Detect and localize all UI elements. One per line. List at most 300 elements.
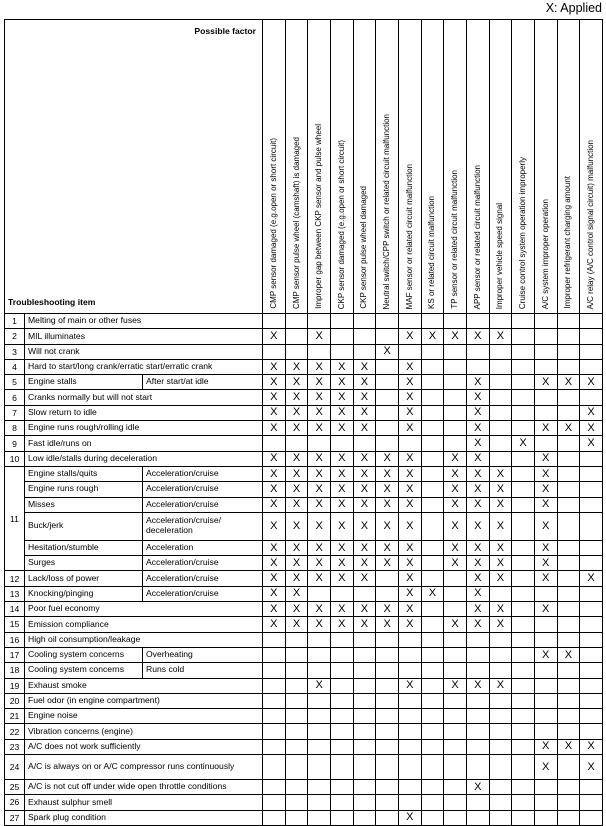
empty-cell xyxy=(444,421,467,436)
empty-cell xyxy=(376,375,399,390)
empty-cell xyxy=(489,314,512,329)
applied-mark: X xyxy=(534,512,557,540)
empty-cell xyxy=(557,709,580,724)
condition-cell: Acceleration/cruise/ deceleration xyxy=(143,512,263,540)
table-row xyxy=(5,739,603,754)
empty-cell xyxy=(489,755,512,780)
applied-mark: X xyxy=(330,571,353,586)
empty-cell xyxy=(376,421,399,436)
empty-cell xyxy=(580,329,603,344)
empty-cell xyxy=(580,586,603,601)
empty-cell xyxy=(330,329,353,344)
empty-cell xyxy=(285,709,308,724)
empty-cell xyxy=(444,780,467,795)
empty-cell xyxy=(308,693,331,708)
applied-mark: X xyxy=(263,602,286,617)
empty-cell xyxy=(489,451,512,466)
empty-cell xyxy=(512,810,535,825)
row-number: 13 xyxy=(5,586,25,601)
empty-cell xyxy=(489,810,512,825)
applied-mark: X xyxy=(330,359,353,374)
table-row xyxy=(5,405,603,420)
empty-cell xyxy=(489,647,512,662)
applied-mark: X xyxy=(353,405,376,420)
empty-cell xyxy=(466,359,489,374)
item-cell: A/C is not cut off under wide open throttle conditions xyxy=(25,780,263,795)
factor-label: APP sensor or related circuit malfunction xyxy=(472,164,482,309)
empty-cell xyxy=(557,810,580,825)
applied-mark: X xyxy=(285,512,308,540)
applied-mark: X xyxy=(466,586,489,601)
item-cell: MIL illuminates xyxy=(25,329,263,344)
applied-mark: X xyxy=(308,556,331,571)
applied-mark: X xyxy=(263,390,286,405)
empty-cell xyxy=(421,482,444,497)
empty-cell xyxy=(263,314,286,329)
item-cell: Melting of main or other fuses xyxy=(25,314,263,329)
empty-cell xyxy=(421,632,444,647)
factor-header xyxy=(557,20,580,314)
table-row xyxy=(5,586,603,601)
applied-mark: X xyxy=(308,375,331,390)
applied-mark: X xyxy=(466,617,489,632)
empty-cell xyxy=(285,724,308,739)
applied-mark: X xyxy=(330,497,353,512)
empty-cell xyxy=(557,678,580,693)
empty-cell xyxy=(421,755,444,780)
empty-cell xyxy=(444,359,467,374)
empty-cell xyxy=(353,795,376,810)
empty-cell xyxy=(263,795,286,810)
empty-cell xyxy=(512,314,535,329)
applied-mark: X xyxy=(444,497,467,512)
empty-cell xyxy=(489,586,512,601)
row-number: 22 xyxy=(5,724,25,739)
applied-mark: X xyxy=(263,497,286,512)
applied-mark: X xyxy=(308,451,331,466)
factor-header xyxy=(353,20,376,314)
empty-cell xyxy=(353,647,376,662)
empty-cell xyxy=(557,571,580,586)
troubleshooting-table xyxy=(4,19,603,826)
empty-cell xyxy=(580,540,603,555)
applied-mark: X xyxy=(466,436,489,451)
empty-cell xyxy=(512,586,535,601)
applied-mark: X xyxy=(466,780,489,795)
empty-cell xyxy=(353,693,376,708)
item-cell: Hesitation/stumble xyxy=(25,540,143,555)
item-cell: Misses xyxy=(25,497,143,512)
table-row xyxy=(5,497,603,512)
empty-cell xyxy=(353,586,376,601)
applied-mark: X xyxy=(489,556,512,571)
empty-cell xyxy=(421,540,444,555)
empty-cell xyxy=(512,556,535,571)
empty-cell xyxy=(489,344,512,359)
empty-cell xyxy=(580,663,603,678)
table-row xyxy=(5,375,603,390)
applied-mark: X xyxy=(398,359,421,374)
empty-cell xyxy=(466,344,489,359)
empty-cell xyxy=(285,647,308,662)
factor-label: Neutral switch/CPP switch or related circuit malfunction xyxy=(382,113,392,309)
empty-cell xyxy=(376,405,399,420)
empty-cell xyxy=(421,647,444,662)
applied-mark: X xyxy=(285,482,308,497)
empty-cell xyxy=(421,390,444,405)
empty-cell xyxy=(534,359,557,374)
factor-label: Cruise control system operation improperly xyxy=(518,156,528,309)
empty-cell xyxy=(263,755,286,780)
empty-cell xyxy=(308,647,331,662)
applied-mark: X xyxy=(330,602,353,617)
empty-cell xyxy=(398,314,421,329)
table-row xyxy=(5,451,603,466)
applied-mark: X xyxy=(398,571,421,586)
empty-cell xyxy=(489,390,512,405)
empty-cell xyxy=(534,436,557,451)
applied-mark: X xyxy=(512,436,535,451)
applied-mark: X xyxy=(285,390,308,405)
empty-cell xyxy=(557,359,580,374)
empty-cell xyxy=(421,436,444,451)
empty-cell xyxy=(421,375,444,390)
empty-cell xyxy=(512,755,535,780)
row-number: 12 xyxy=(5,571,25,586)
empty-cell xyxy=(512,405,535,420)
empty-cell xyxy=(534,405,557,420)
empty-cell xyxy=(444,571,467,586)
applied-mark: X xyxy=(285,466,308,481)
table-row xyxy=(5,421,603,436)
empty-cell xyxy=(534,632,557,647)
item-cell: Vibration concerns (engine) xyxy=(25,724,263,739)
empty-cell xyxy=(557,795,580,810)
empty-cell xyxy=(489,436,512,451)
empty-cell xyxy=(466,724,489,739)
empty-cell xyxy=(557,512,580,540)
empty-cell xyxy=(263,647,286,662)
empty-cell xyxy=(353,314,376,329)
factor-label: CMP sensor pulse wheel (camshaft) is damaged xyxy=(291,137,301,309)
empty-cell xyxy=(330,344,353,359)
empty-cell xyxy=(534,329,557,344)
corner-header xyxy=(5,20,263,314)
empty-cell xyxy=(285,755,308,780)
row-number: 16 xyxy=(5,632,25,647)
item-cell: Hard to start/long crank/erratic start/erratic crank xyxy=(25,359,263,374)
applied-mark: X xyxy=(376,540,399,555)
condition-cell: Acceleration/cruise xyxy=(143,556,263,571)
empty-cell xyxy=(353,739,376,754)
factor-label: KS or related circuit malfunction xyxy=(427,196,437,309)
condition-cell: Acceleration/cruise xyxy=(143,571,263,586)
empty-cell xyxy=(557,405,580,420)
applied-mark: X xyxy=(285,571,308,586)
empty-cell xyxy=(580,795,603,810)
empty-cell xyxy=(330,632,353,647)
applied-mark: X xyxy=(376,602,399,617)
applied-mark: X xyxy=(444,540,467,555)
applied-mark: X xyxy=(489,617,512,632)
applied-mark: X xyxy=(466,602,489,617)
empty-cell xyxy=(398,632,421,647)
applied-mark: X xyxy=(580,739,603,754)
applied-mark: X xyxy=(285,556,308,571)
applied-mark: X xyxy=(534,451,557,466)
table-row xyxy=(5,693,603,708)
row-number: 25 xyxy=(5,780,25,795)
empty-cell xyxy=(512,571,535,586)
empty-cell xyxy=(376,678,399,693)
applied-mark: X xyxy=(263,359,286,374)
item-cell: Knocking/pinging xyxy=(25,586,143,601)
empty-cell xyxy=(444,405,467,420)
empty-cell xyxy=(376,571,399,586)
applied-mark: X xyxy=(489,482,512,497)
condition-cell: Acceleration/cruise xyxy=(143,586,263,601)
table-row xyxy=(5,663,603,678)
table-row xyxy=(5,359,603,374)
empty-cell xyxy=(557,436,580,451)
empty-cell xyxy=(512,795,535,810)
empty-cell xyxy=(376,647,399,662)
empty-cell xyxy=(444,693,467,708)
empty-cell xyxy=(444,602,467,617)
empty-cell xyxy=(580,359,603,374)
empty-cell xyxy=(263,678,286,693)
item-cell: Engine runs rough/rolling idle xyxy=(25,421,263,436)
empty-cell xyxy=(466,739,489,754)
table-row xyxy=(5,344,603,359)
applied-mark: X xyxy=(466,466,489,481)
applied-mark: X xyxy=(263,571,286,586)
empty-cell xyxy=(557,390,580,405)
empty-cell xyxy=(534,663,557,678)
empty-cell xyxy=(534,678,557,693)
empty-cell xyxy=(376,359,399,374)
applied-mark: X xyxy=(580,755,603,780)
empty-cell xyxy=(285,678,308,693)
factor-header xyxy=(489,20,512,314)
applied-mark: X xyxy=(466,571,489,586)
empty-cell xyxy=(512,359,535,374)
applied-mark: X xyxy=(376,482,399,497)
applied-mark: X xyxy=(534,602,557,617)
empty-cell xyxy=(534,693,557,708)
applied-mark: X xyxy=(580,375,603,390)
empty-cell xyxy=(421,359,444,374)
empty-cell xyxy=(308,810,331,825)
applied-mark: X xyxy=(308,482,331,497)
row-number: 7 xyxy=(5,405,25,420)
table-row xyxy=(5,571,603,586)
empty-cell xyxy=(444,810,467,825)
empty-cell xyxy=(285,632,308,647)
factor-header xyxy=(285,20,308,314)
applied-mark: X xyxy=(444,466,467,481)
applied-mark: X xyxy=(353,512,376,540)
empty-cell xyxy=(489,780,512,795)
empty-cell xyxy=(398,647,421,662)
empty-cell xyxy=(557,780,580,795)
empty-cell xyxy=(512,663,535,678)
applied-mark: X xyxy=(285,586,308,601)
applied-mark: X xyxy=(330,512,353,540)
empty-cell xyxy=(489,359,512,374)
table-row xyxy=(5,617,603,632)
empty-cell xyxy=(512,329,535,344)
empty-cell xyxy=(421,693,444,708)
empty-cell xyxy=(421,739,444,754)
empty-cell xyxy=(330,647,353,662)
empty-cell xyxy=(398,739,421,754)
empty-cell xyxy=(444,795,467,810)
empty-cell xyxy=(353,632,376,647)
empty-cell xyxy=(466,755,489,780)
empty-cell xyxy=(263,739,286,754)
applied-mark: X xyxy=(398,466,421,481)
empty-cell xyxy=(512,375,535,390)
applied-mark: X xyxy=(263,540,286,555)
factor-header xyxy=(308,20,331,314)
empty-cell xyxy=(308,795,331,810)
table-row xyxy=(5,632,603,647)
condition-cell: Overheating xyxy=(143,647,263,662)
empty-cell xyxy=(580,451,603,466)
applied-mark: X xyxy=(330,451,353,466)
row-number: 11 xyxy=(5,466,25,570)
empty-cell xyxy=(444,755,467,780)
applied-mark: X xyxy=(398,586,421,601)
applied-mark: X xyxy=(308,359,331,374)
applied-mark: X xyxy=(308,571,331,586)
empty-cell xyxy=(376,314,399,329)
row-number: 3 xyxy=(5,344,25,359)
applied-mark: X xyxy=(285,617,308,632)
empty-cell xyxy=(444,375,467,390)
empty-cell xyxy=(285,344,308,359)
item-cell: Fuel odor (in engine compartment) xyxy=(25,693,263,708)
table-row xyxy=(5,780,603,795)
empty-cell xyxy=(330,810,353,825)
applied-mark: X xyxy=(308,540,331,555)
applied-mark: X xyxy=(353,421,376,436)
empty-cell xyxy=(466,647,489,662)
table-row xyxy=(5,709,603,724)
empty-cell xyxy=(489,724,512,739)
applied-mark: X xyxy=(444,482,467,497)
factor-label: CMP sensor damaged (e.g.open or short circuit) xyxy=(268,138,278,309)
applied-mark: X xyxy=(308,390,331,405)
applied-mark: X xyxy=(489,329,512,344)
empty-cell xyxy=(489,795,512,810)
item-cell: Buck/jerk xyxy=(25,512,143,540)
empty-cell xyxy=(376,810,399,825)
empty-cell xyxy=(534,780,557,795)
row-number: 17 xyxy=(5,647,25,662)
empty-cell xyxy=(263,632,286,647)
empty-cell xyxy=(330,739,353,754)
empty-cell xyxy=(263,709,286,724)
applied-mark: X xyxy=(308,421,331,436)
applied-mark: X xyxy=(263,617,286,632)
empty-cell xyxy=(557,617,580,632)
applied-mark: X xyxy=(489,571,512,586)
applied-mark: X xyxy=(308,512,331,540)
applied-mark: X xyxy=(263,375,286,390)
applied-mark: X xyxy=(285,602,308,617)
row-number: 10 xyxy=(5,451,25,466)
applied-mark: X xyxy=(285,540,308,555)
applied-mark: X xyxy=(263,329,286,344)
empty-cell xyxy=(398,663,421,678)
applied-mark: X xyxy=(308,329,331,344)
empty-cell xyxy=(353,780,376,795)
empty-cell xyxy=(512,512,535,540)
row-number: 4 xyxy=(5,359,25,374)
empty-cell xyxy=(534,709,557,724)
empty-cell xyxy=(308,755,331,780)
empty-cell xyxy=(421,571,444,586)
empty-cell xyxy=(421,451,444,466)
item-cell: Cooling system concerns xyxy=(25,647,143,662)
applied-mark: X xyxy=(398,421,421,436)
empty-cell xyxy=(512,421,535,436)
applied-mark: X xyxy=(534,540,557,555)
empty-cell xyxy=(330,586,353,601)
applied-mark: X xyxy=(330,617,353,632)
empty-cell xyxy=(444,739,467,754)
applied-mark: X xyxy=(444,556,467,571)
empty-cell xyxy=(285,795,308,810)
applied-mark: X xyxy=(263,466,286,481)
factor-header xyxy=(466,20,489,314)
applied-mark: X xyxy=(466,497,489,512)
applied-mark: X xyxy=(466,512,489,540)
empty-cell xyxy=(263,724,286,739)
empty-cell xyxy=(444,390,467,405)
applied-mark: X xyxy=(353,602,376,617)
item-cell: Engine runs rough xyxy=(25,482,143,497)
applied-mark: X xyxy=(489,466,512,481)
empty-cell xyxy=(580,632,603,647)
empty-cell xyxy=(308,632,331,647)
empty-cell xyxy=(421,810,444,825)
empty-cell xyxy=(263,693,286,708)
empty-cell xyxy=(557,466,580,481)
applied-mark: X xyxy=(353,571,376,586)
empty-cell xyxy=(263,663,286,678)
applied-mark: X xyxy=(263,482,286,497)
empty-cell xyxy=(512,780,535,795)
item-cell: Surges xyxy=(25,556,143,571)
empty-cell xyxy=(489,632,512,647)
item-cell: Engine stalls/quits xyxy=(25,466,143,481)
empty-cell xyxy=(421,497,444,512)
empty-cell xyxy=(353,709,376,724)
empty-cell xyxy=(512,602,535,617)
empty-cell xyxy=(466,709,489,724)
empty-cell xyxy=(285,329,308,344)
condition-cell: Acceleration/cruise xyxy=(143,482,263,497)
empty-cell xyxy=(263,810,286,825)
row-number: 24 xyxy=(5,755,25,780)
empty-cell xyxy=(534,617,557,632)
empty-cell xyxy=(512,497,535,512)
applied-mark: X xyxy=(398,556,421,571)
empty-cell xyxy=(489,663,512,678)
